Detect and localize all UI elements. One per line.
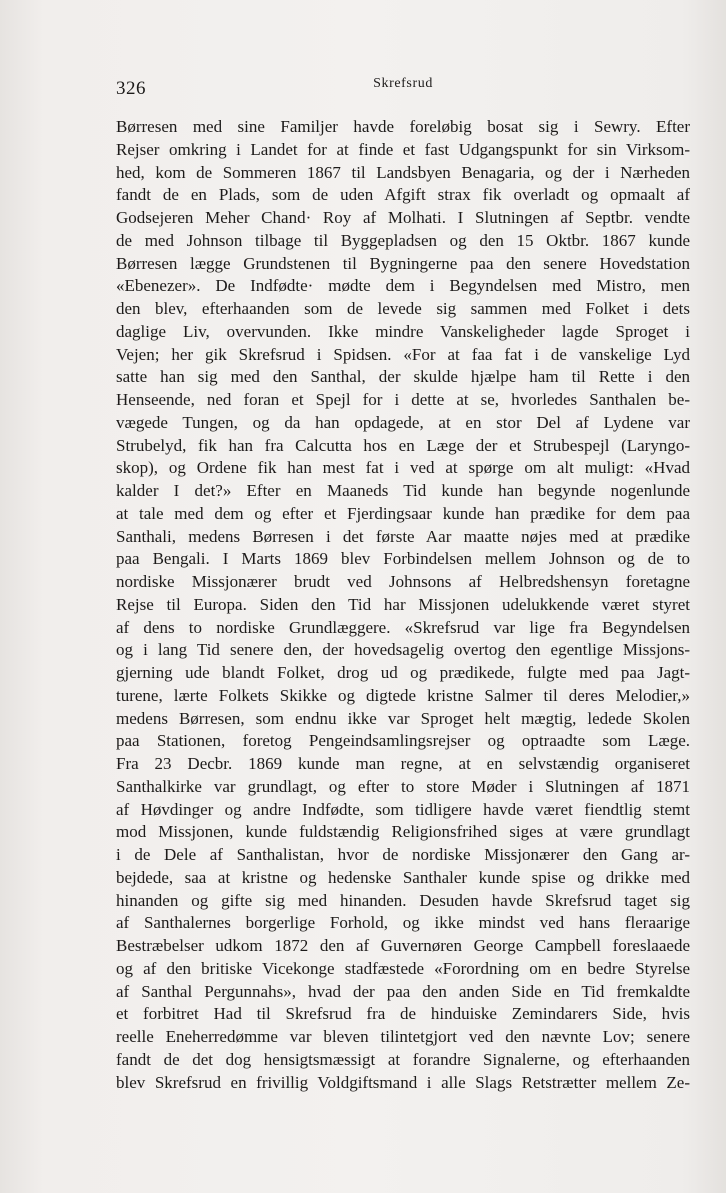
text-line: skop), og Ordene fik han mest fat i ved at spørge om alt muligt: «Hvad bbox=[116, 458, 690, 478]
text-line: kalder I det?» Efter en Maaneds Tid kunde han begynde nogenlunde bbox=[116, 481, 690, 500]
text-line: blev Skrefsrud en frivillig Voldgiftsmand i alle Slags Retstrætter mellem Ze- bbox=[116, 1072, 690, 1092]
text-line: paa Stationen, foretog Pengeindsamlingsrejser og optraadte som Læge. bbox=[116, 731, 690, 751]
text-line: fandt de en Plads, som de uden Afgift strax fik overladt og opmaalt af bbox=[116, 185, 690, 205]
text-line: Børresen lægge Grundstenen til Bygningerne paa den senere Hovedstation bbox=[116, 253, 690, 273]
text-line: Godsejeren Meher Chand· Roy af Molhati. I Slutningen af Septbr. vendte bbox=[116, 208, 690, 227]
text-line: Santhalkirke var grundlagt, og efter to store Møder i Slutningen af 1871 bbox=[116, 776, 690, 796]
text-line: Vejen; her gik Skrefsrud i Spidsen. «For at faa fat i de vanskelige Lyd bbox=[116, 344, 690, 364]
text-line: paa Bengali. I Marts 1869 blev Forbindelsen mellem Johnson og de to bbox=[116, 549, 690, 569]
body-text bbox=[116, 116, 690, 1094]
text-line: medens Børresen, som endnu ikke var Sproget helt mægtig, ledede Skolen bbox=[116, 708, 690, 728]
text-line: Rejse til Europa. Siden den Tid har Missjonen udelukkende været styret bbox=[116, 594, 690, 614]
text-line: et forbitret Had til Skrefsrud fra de hinduiske Zemindarers Side, hvis bbox=[116, 1004, 690, 1024]
text-line: Børresen med sine Familjer havde foreløbig bosat sig i Sewry. Efter bbox=[116, 117, 690, 136]
running-head: Skrefsrud bbox=[373, 76, 433, 91]
text-line: Bestræbelser udkom 1872 den af Guvernøren George Campbell foreslaaede bbox=[116, 936, 690, 955]
text-line: hinanden og gifte sig med hinanden. Desuden havde Skrefsrud taget sig bbox=[116, 890, 690, 910]
text-line: de med Johnson tilbage til Byggepladsen og den 15 Oktbr. 1867 kunde bbox=[116, 230, 690, 250]
page-header bbox=[116, 76, 690, 98]
text-line: og i lang Tid senere den, der hovedsagelig overtog den egentlige Missjons- bbox=[116, 640, 690, 660]
text-line: daglige Liv, overvunden. Ikke mindre Vanskeligheder lagde Sproget i bbox=[116, 321, 690, 341]
text-line: turene, lærte Folkets Skikke og digtede kristne Salmer til deres Melodier,» bbox=[116, 685, 690, 705]
text-line: af Høvdinger og andre Indfødte, som tidligere havde været fiendtlig stemt bbox=[116, 799, 690, 819]
text-line: satte han sig med den Santhal, der skulde hjælpe ham til Rette i den bbox=[116, 367, 690, 387]
text-line: nordiske Missjonærer brudt ved Johnsons af Helbredshensyn foretagne bbox=[116, 572, 690, 591]
text-line: Fra 23 Decbr. 1869 kunde man regne, at en selvstændig organiseret bbox=[116, 754, 690, 773]
text-line: Henseende, ned foran et Spejl for i dette at se, hvorledes Santhalen be- bbox=[116, 390, 690, 409]
page-number: 326 bbox=[116, 78, 146, 99]
text-line: Santhali, medens Børresen i det første Aar maatte nøjes med at prædike bbox=[116, 526, 690, 546]
text-line: mod Missjonen, kunde fuldstændig Religionsfrihed siges at være grundlagt bbox=[116, 822, 690, 842]
text-line: hed, kom de Sommeren 1867 til Landsbyen Benagaria, og der i Nærheden bbox=[116, 162, 690, 182]
text-line: bejdede, saa at kristne og hedenske Santhaler kunde spise og drikke med bbox=[116, 867, 690, 887]
text-line: i de Dele af Santhalistan, hvor de nordiske Missjonærer den Gang ar- bbox=[116, 845, 690, 864]
text-line: af Santhal Pergunnahs», hvad der paa den anden Side en Tid fremkaldte bbox=[116, 981, 690, 1001]
text-line: gjerning ude blandt Folket, drog ud og prædikede, fulgte med paa Jagt- bbox=[116, 663, 690, 682]
text-line: af dens to nordiske Grundlæggere. «Skrefsrud var lige fra Begyndelsen bbox=[116, 617, 690, 637]
text-line: Strubelyd, fik han fra Calcutta hos en Læge der et Strubespejl (Laryngo- bbox=[116, 435, 690, 455]
text-line: fandt de det dog hensigtsmæssigt at forandre Signalerne, og efterhaanden bbox=[116, 1049, 690, 1069]
text-line: af Santhalernes borgerlige Forhold, og ikke mindst ved hans fleraarige bbox=[116, 913, 690, 933]
text-line: Rejser omkring i Landet for at finde et fast Udgangspunkt for sin Virksom- bbox=[116, 139, 690, 159]
text-line: vægede Tungen, og da han opdagede, at en stor Del af Lydene var bbox=[116, 412, 690, 432]
text-line: reelle Eneherredømme var bleven tilintetgjort ved den nævnte Lov; senere bbox=[116, 1027, 690, 1046]
text-line: og af den britiske Vicekonge stadfæstede «Forordning om en bedre Styrelse bbox=[116, 958, 690, 978]
text-line: den blev, efterhaanden som de levede sig sammen med Folket i dets bbox=[116, 299, 690, 318]
text-line: «Ebenezer». De Indfødte· mødte dem i Begyndelsen med Mistro, men bbox=[116, 276, 690, 296]
text-line: at tale med dem og efter et Fjerdingsaar kunde han prædike for dem paa bbox=[116, 503, 690, 523]
